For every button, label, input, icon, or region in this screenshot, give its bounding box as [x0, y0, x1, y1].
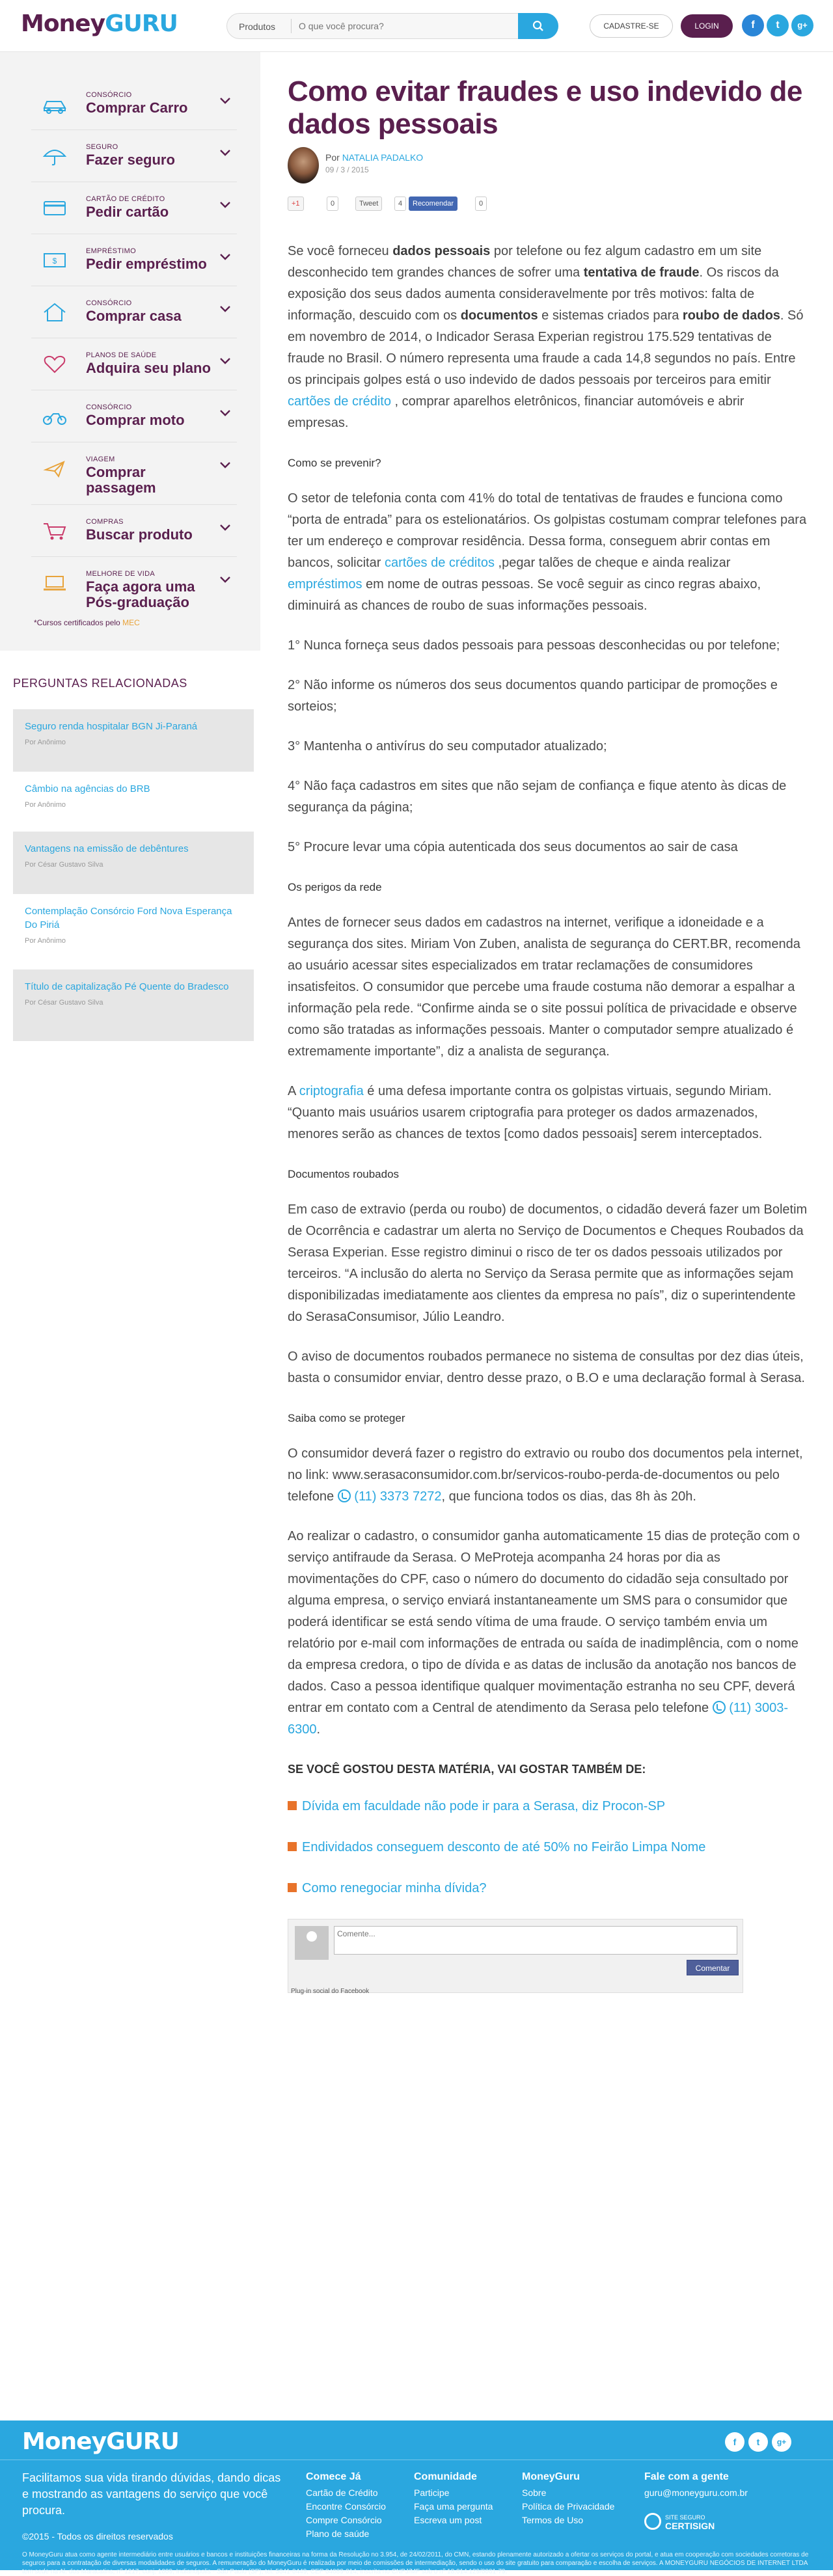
footer-column: Fale com a gente guru@moneyguru.com.br: [644, 2470, 748, 2500]
paragraph: Se você forneceu dados pessoais por telefone ou fez algum cadastro em um site desconhecido tem grandes chances de sofrer uma tentativa de fraude. Os riscos da exposição dos seus dados aumenta consideravelmente por três motivos: falta de informação, descuido com os documentos e sistemas criados para roubo de dados. Só em novembro de 2014, o Indicador Serasa Experian registrou 175.529 tentativas de fraude no Brasil. O número representa uma fraude a cada 14,8 segundos no país. Entre os principais golpes está o uso indevido de dados pessoais por terceiros para emitir cartões de crédito , comprar aparelhos eletrônicos, financiar automóveis e abrir empresas.: [288, 244, 804, 430]
product-menu: [31, 78, 237, 619]
subheading: Como se prevenir?: [288, 457, 381, 469]
svg-text:$: $: [52, 256, 57, 265]
related-item[interactable]: Contemplação Consórcio Ford Nova Esperança Do Piriá Por Anônimo: [25, 906, 232, 945]
article-title: Como evitar fraudes e uso indevido de dados pessoais: [288, 75, 802, 140]
subheading: Documentos roubados: [288, 1168, 400, 1180]
menu-kicker: CONSÓRCIO: [86, 403, 132, 411]
footer-column: MoneyGuru Sobre Política de Privacidade Termos de Uso: [522, 2470, 614, 2527]
menu-kicker: CONSÓRCIO: [86, 91, 132, 99]
facebook-count: 0: [475, 197, 487, 211]
credit-card-icon: [42, 198, 68, 219]
shopping-cart-icon: [42, 521, 68, 541]
google-plus-icon[interactable]: g+: [772, 2432, 791, 2452]
menu-label: Buscar produto: [86, 526, 193, 543]
comment-button[interactable]: Comentar: [687, 1960, 739, 1975]
menu-label: Comprar casa: [86, 308, 182, 324]
money-bill-icon: [42, 250, 68, 271]
facebook-plugin-label[interactable]: Plug-in social do Facebook: [291, 1988, 370, 1995]
twitter-icon[interactable]: t: [748, 2432, 768, 2452]
copyright: ©2015 - Todos os direitos reservados: [22, 2531, 173, 2542]
menu-label: Pedir cartão: [86, 204, 169, 220]
rule-item: 5° Procure levar uma cópia autenticada dos seus documentos ao sair de casa: [288, 840, 738, 854]
menu-label: Pedir empréstimo: [86, 256, 207, 272]
menu-label: Comprar passagem: [86, 464, 156, 496]
facebook-comments: [288, 1919, 743, 1993]
subheading: Os perigos da rede: [288, 881, 382, 893]
paragraph: Ao realizar o cadastro, o consumidor ganha automaticamente 15 dias de proteção com o serviço antifraude da Serasa. O MeProteja acompanha 24 horas por dia as movimentações do CPF, caso o número do documento do cidadão seja consultado por alguma empresa, o serviço enviará instantaneamente um SMS para o consumidor que poderá identificar se está sendo vítima de uma fraude. O serviço também envia um relatório por e-mail com informações de entrada ou saída de inadimplência, com o nome da empresa credora, o tipo de dívida e as datas de inclusão da anotação nos bancos de dados. Caso a pessoa identifique qualquer movimentação estranha no seu CPF, deverá entrar em contato com a Central de atendimento da Serasa pelo telefone (11) 3003-6300.: [288, 1529, 800, 1737]
related-item[interactable]: Seguro renda hospitalar BGN Ji-Paraná Por Anônimo: [13, 709, 254, 772]
facebook-recommend-button[interactable]: Recomendar: [409, 197, 457, 211]
google-plus-share-button[interactable]: +1: [288, 197, 304, 211]
related-article-link[interactable]: Como renegociar minha dívida?: [288, 1878, 808, 1899]
article-body: [288, 241, 808, 1993]
menu-item-shopping[interactable]: [31, 505, 237, 557]
menu-item-travel[interactable]: [31, 442, 237, 505]
paragraph: O consumidor deverá fazer o registro do extravio ou roubo dos documentos pela internet, no link: www.serasaconsumidor.com.br/servicos-roubo-perda-de-documentos ou pelo telefone (11) 3373 7272, que funciona todos os dias, das 8h às 20h.: [288, 1446, 803, 1504]
chevron-down-icon: [220, 254, 230, 260]
car-icon: [42, 94, 68, 115]
phone-link[interactable]: (11) 3003-6300: [288, 1701, 788, 1737]
footer-link[interactable]: Encontre Consórcio: [306, 2501, 386, 2512]
facebook-icon[interactable]: f: [742, 14, 764, 36]
chevron-down-icon: [220, 150, 230, 156]
footer-tagline: Facilitamos sua vida tirando dúvidas, dando dicas e mostrando as vantagens do serviço que você procura.: [22, 2471, 281, 2517]
heart-icon: [42, 354, 68, 375]
paragraph: A criptografia é uma defesa importante contra os golpistas virtuais, segundo Miriam. “Quanto mais usuários usarem criptografia para proteger os dados armazenados, menores serão as chances de textos [como dados pessoais] serem interceptados.: [288, 1084, 772, 1141]
footer-email-link[interactable]: guru@moneyguru.com.br: [644, 2488, 748, 2498]
site-header: [0, 0, 833, 52]
search-bar: [226, 13, 558, 39]
search-input[interactable]: [299, 18, 494, 34]
tweet-button[interactable]: Tweet: [355, 197, 382, 211]
related-item[interactable]: Vantagens na emissão de debêntures Por César Gustavo Silva: [13, 832, 254, 894]
menu-kicker: PLANOS DE SAÚDE: [86, 351, 157, 359]
menu-item-house[interactable]: [31, 286, 237, 338]
author-byline: Por NATALIA PADALKO: [325, 152, 424, 163]
menu-kicker: EMPRÉSTIMO: [86, 247, 136, 255]
related-title: PERGUNTAS RELACIONADAS: [13, 677, 187, 690]
menu-item-health[interactable]: [31, 338, 237, 390]
site-footer: [0, 2420, 833, 2575]
menu-item-postgrad[interactable]: [31, 557, 237, 619]
comment-input[interactable]: [334, 1926, 737, 1955]
motorcycle-icon: [42, 406, 68, 427]
menu-kicker: VIAGEM: [86, 455, 115, 463]
menu-kicker: CARTÃO DE CRÉDITO: [86, 195, 165, 203]
airplane-icon: [42, 458, 68, 479]
paragraph: O aviso de documentos roubados permanece no sistema de consultas por dez dias úteis, basta o consumidor enviar, dentro desse prazo, o B.O e uma declaração formal à Serasa.: [288, 1349, 805, 1385]
chevron-down-icon: [220, 358, 230, 364]
author-link[interactable]: NATALIA PADALKO: [342, 152, 424, 163]
menu-label: Faça agora uma Pós-graduação: [86, 578, 195, 610]
google-plus-count: 0: [327, 197, 338, 211]
chevron-down-icon: [220, 306, 230, 312]
legal-text: O MoneyGuru atua como agente intermediário entre usuários e bancos e instituições financeiras na forma da Resolução no 3.954, de 24/02/2011, do CMN, estando plenamente autorizado a ofertar os serviços do portal, e atua em cooperação com sociedades corretoras de seguros para a contratação de diversas modalidades de seguros. A remuneração do MoneyGuru é realizada por meio de comissões de intermediação, sendo o uso do site gratuito para comparação e escolha de serviços. A MONEYGURU NEGÓCIOS DE INTERNET LTDA tem sede na Al. dos Maracatins, nº 1217, conj. 1009, Indianópolis - São Paulo (SP), tel. 5041-0449, CEP 04089-014, inscrita no CNPJ/MF sob o nº 18.014.129/0001-79.: [22, 2551, 809, 2575]
menu-item-credit-card[interactable]: [31, 182, 237, 234]
related-article-link[interactable]: Dívida em faculdade não pode ir para a Serasa, diz Procon-SP: [288, 1796, 808, 1817]
related-articles: [288, 1796, 808, 1899]
related-article-link[interactable]: Endividados conseguem desconto de até 50% no Feirão Limpa Nome: [288, 1837, 808, 1858]
phone-icon: [713, 1701, 726, 1714]
laptop-icon: [42, 573, 68, 593]
umbrella-icon: [42, 146, 68, 167]
subheading: Saiba como se proteger: [288, 1412, 405, 1424]
menu-label: Comprar moto: [86, 412, 185, 428]
footer-link[interactable]: Escreva um post: [414, 2515, 482, 2525]
chevron-down-icon: [220, 202, 230, 208]
footer-logo[interactable]: MoneyGURU: [22, 2428, 179, 2455]
footer-link[interactable]: Plano de saúde: [306, 2529, 370, 2539]
related-item[interactable]: Título de capitalização Pé Quente do Bradesco Por César Gustavo Silva: [13, 969, 254, 1041]
menu-kicker: SEGURO: [86, 143, 118, 151]
menu-kicker: MELHORE DE VIDA: [86, 570, 155, 578]
menu-kicker: COMPRAS: [86, 518, 124, 526]
chevron-down-icon: [220, 524, 230, 531]
footer-link[interactable]: Política de Privacidade: [522, 2501, 615, 2512]
certisign-seal: SITE SEGURO CERTISIGN: [644, 2512, 716, 2535]
phone-link[interactable]: (11) 3373 7272: [354, 1489, 442, 1504]
menu-kicker: CONSÓRCIO: [86, 299, 132, 307]
menu-item-insurance[interactable]: [31, 130, 237, 182]
search-button[interactable]: [518, 13, 558, 39]
register-button[interactable]: CADASTRE-SE: [590, 14, 673, 38]
rule-item: 2° Não informe os números dos seus documentos quando participar de promoções e sorteios;: [288, 678, 778, 714]
chevron-down-icon: [220, 576, 230, 583]
house-icon: [42, 302, 68, 323]
search-divider: [291, 19, 292, 33]
related-articles-title: SE VOCÊ GOSTOU DESTA MATÉRIA, VAI GOSTAR TAMBÉM DE:: [288, 1763, 646, 1776]
footer-link[interactable]: Termos de Uso: [522, 2515, 584, 2525]
lock-seal-icon: [644, 2513, 661, 2530]
twitter-icon[interactable]: t: [767, 14, 789, 36]
chevron-down-icon: [220, 410, 230, 416]
paragraph: Em caso de extravio (perda ou roubo) de documentos, o cidadão deverá fazer um Boletim de Ocorrência e cadastrar um alerta no Serviço de Documentos e Cheques Roubados da Serasa Experian. Esse registro diminui o risco de ter os dados pessoais utilizados por terceiros. “A inclusão do alerta no Serviço da Serasa permite que as informações sejam disponibilizadas imediatamente aos clientes da empresa no país”, diz o superintendente do SerasaConsumisor, Júlio Leandro.: [288, 1202, 808, 1324]
rule-item: 4° Não faça cadastros em sites que não sejam de confiança e fique atento às dicas de segurança da página;: [288, 779, 787, 815]
menu-label: Fazer seguro: [86, 152, 175, 168]
menu-label: Adquira seu plano: [86, 360, 211, 376]
footer-link[interactable]: Compre Consórcio: [306, 2515, 382, 2525]
footer-link[interactable]: Sobre: [522, 2488, 547, 2498]
search-category[interactable]: Produtos: [239, 21, 276, 32]
avatar: [288, 147, 319, 183]
chevron-down-icon: [220, 98, 230, 104]
login-button[interactable]: LOGIN: [681, 14, 733, 38]
menu-item-motorcycle[interactable]: [31, 390, 237, 442]
facebook-icon[interactable]: f: [725, 2432, 744, 2452]
paragraph: O setor de telefonia conta com 41% do total de tentativas de fraudes e funciona como “porta de entrada” para os estelionatários. Os golpistas costumam comprar telefones para ter um endereço e comprovar residência. Dessa forma, conseguem abrir contas em bancos, solicitar cartões de créditos ,pegar talões de cheque e ainda realizar empréstimos em nome de outras pessoas. Se você seguir as cinco regras abaixo, diminuirá as chances de roubo de suas informações pessoais.: [288, 491, 807, 613]
menu-item-loan[interactable]: [31, 234, 237, 286]
menu-label: Comprar Carro: [86, 100, 188, 116]
search-icon: [532, 20, 544, 32]
footer-link[interactable]: Faça uma pergunta: [414, 2501, 493, 2512]
footer-column: Comunidade Participe Faça uma pergunta Escreva um post: [414, 2470, 493, 2527]
credit-cards-link[interactable]: cartões de créditos: [384, 556, 495, 570]
related-item[interactable]: Câmbio na agências do BRB Por Anônimo: [25, 783, 150, 809]
credit-card-link[interactable]: cartões de crédito: [288, 394, 391, 409]
mec-note: *Cursos certificados pelo MEC: [34, 618, 140, 627]
paragraph: Antes de fornecer seus dados em cadastros na internet, verifique a idoneidade e a segurança dos sites. Miriam Von Zuben, analista de segurança do CERT.BR, recomenda ao usuário acessar sites especializados em tratar reclamações de consumidores insatisfeitos. O consumidor que percebe uma fraude costuma não demorar a espalhar a informação pela rede. “Confirme ainda se o site possui política de privacidade e observe como são tratadas as informações pessoais. Manter o computador sempre atualizado é extremamente importante”, diz a analista de segurança.: [288, 915, 800, 1059]
chevron-down-icon: [220, 462, 230, 468]
footer-link[interactable]: Cartão de Crédito: [306, 2488, 378, 2498]
share-bar: [288, 197, 678, 212]
logo[interactable]: MoneyGURU: [21, 10, 178, 37]
footer-link[interactable]: Participe: [414, 2488, 450, 2498]
loans-link[interactable]: empréstimos: [288, 577, 362, 591]
cryptography-link[interactable]: criptografia: [299, 1084, 364, 1098]
phone-icon: [338, 1489, 351, 1502]
comment-avatar: [295, 1926, 329, 1960]
tweet-count: 4: [394, 197, 406, 211]
article-date: 09 / 3 / 2015: [325, 165, 369, 174]
menu-item-car[interactable]: [31, 78, 237, 130]
rule-item: 1° Nunca forneça seus dados pessoais para pessoas desconhecidas ou por telefone;: [288, 638, 780, 653]
rule-item: 3° Mantenha o antivírus do seu computador atualizado;: [288, 739, 607, 753]
google-plus-icon[interactable]: g+: [791, 14, 813, 36]
footer-column: Comece Já Cartão de Crédito Encontre Consórcio Compre Consórcio Plano de saúde: [306, 2470, 386, 2541]
